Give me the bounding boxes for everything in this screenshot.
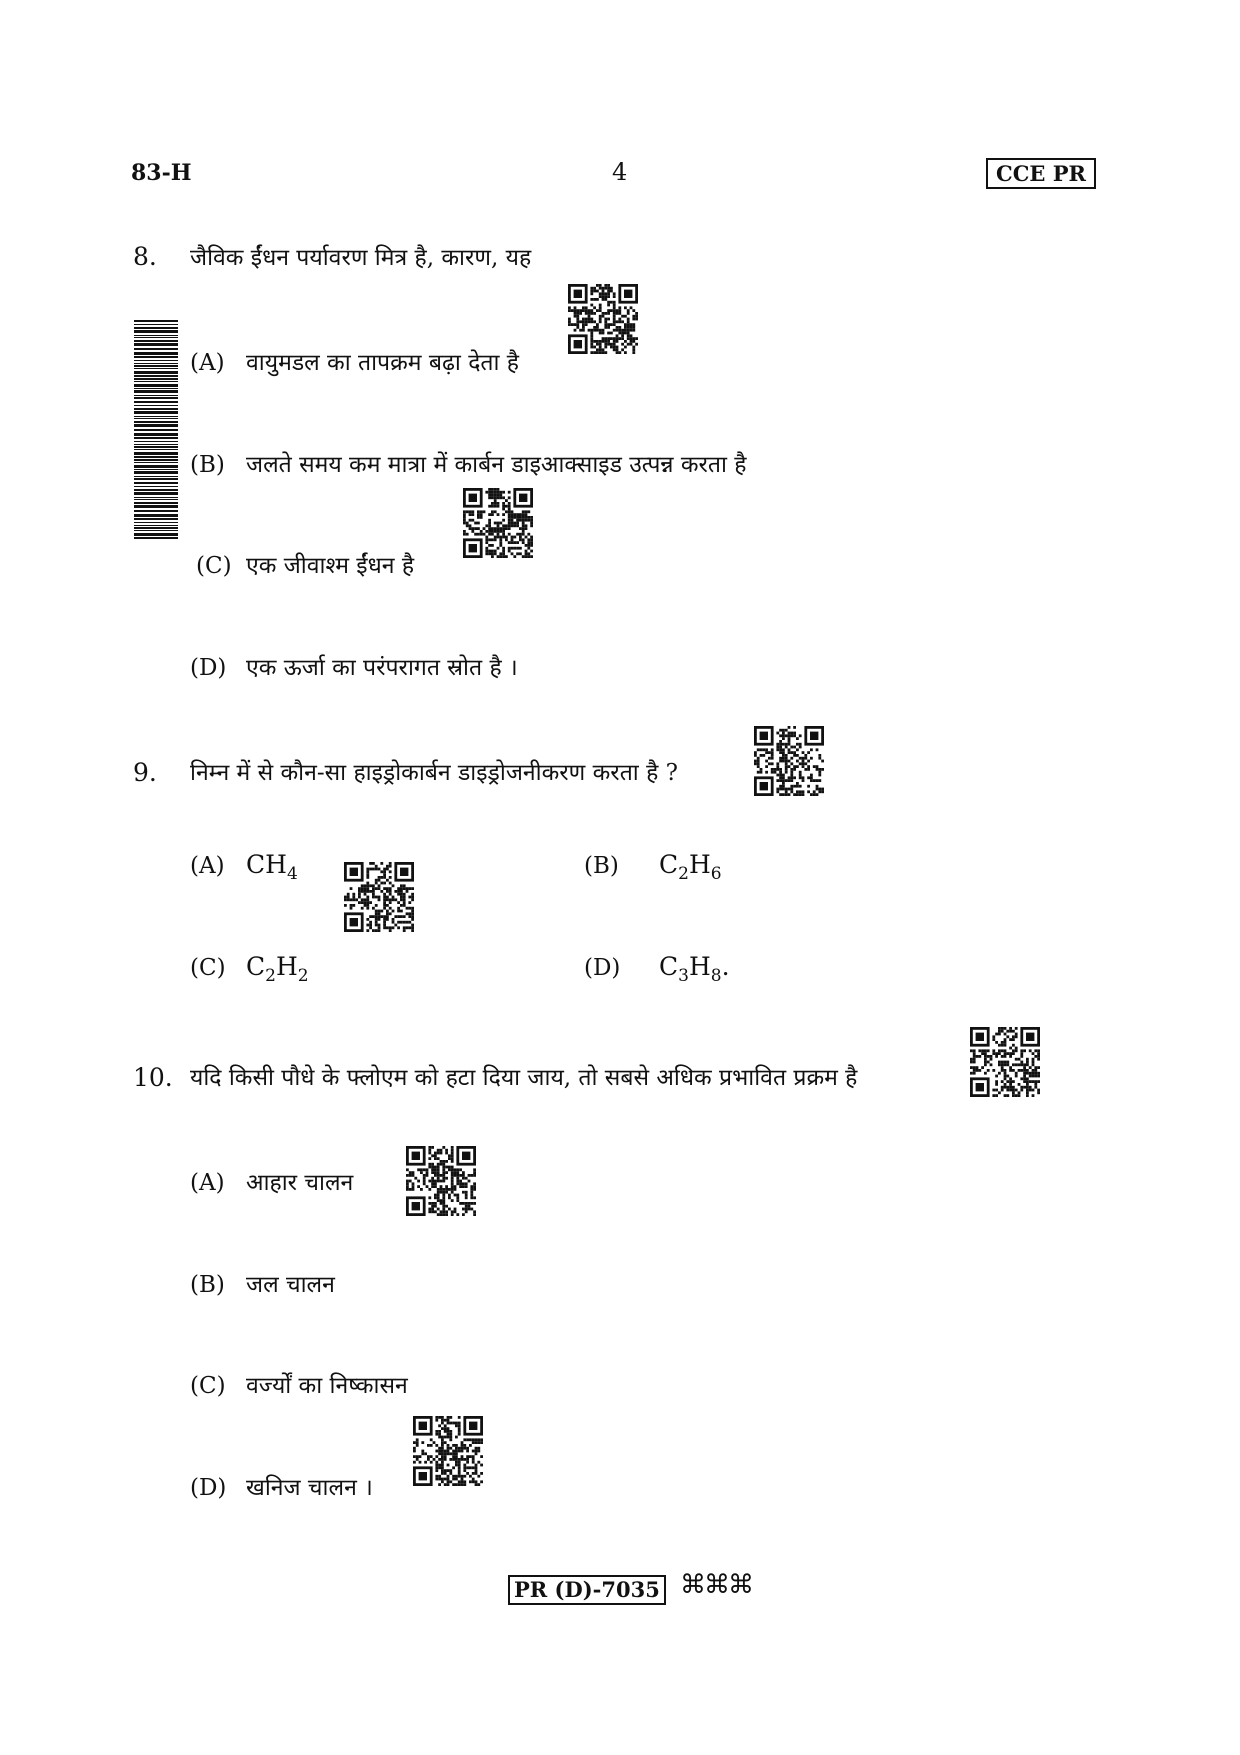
series-box: CCE PR bbox=[986, 158, 1096, 189]
option-label: (A) bbox=[190, 350, 225, 376]
qr-code-image bbox=[970, 1027, 1040, 1097]
question-number: 8. bbox=[133, 242, 157, 271]
chem-formula: $CH_4$ bbox=[246, 850, 298, 884]
option-label: (B) bbox=[190, 452, 225, 478]
question-text: यदि किसी पौधे के फ्लोएम को हटा दिया जाय, तो सबसे अधिक प्रभावित प्रक्रम है bbox=[190, 1065, 858, 1091]
option-row bbox=[190, 650, 518, 682]
option-text: वायुमडल का तापक्रम बढ़ा देता है bbox=[246, 350, 519, 376]
chem-formula: $C_2H_6$ bbox=[659, 850, 722, 884]
option-label: (A) bbox=[190, 1170, 225, 1196]
option-text: जल चालन bbox=[246, 1272, 335, 1298]
qr-code-image bbox=[754, 726, 824, 796]
question-text: निम्न में से कौन-सा हाइड्रोकार्बन डाइड्रोजनीकरण करता है ? bbox=[190, 760, 678, 786]
option-row bbox=[190, 1267, 335, 1299]
qr-code-image bbox=[406, 1146, 476, 1216]
option-row bbox=[190, 1368, 408, 1400]
option-row bbox=[190, 1470, 373, 1502]
qr-code-image bbox=[344, 862, 414, 932]
page-number: 4 bbox=[612, 158, 628, 186]
qr-code-image bbox=[413, 1416, 483, 1486]
question-number: 10. bbox=[133, 1063, 173, 1092]
chem-formula: $C_2H_2$ bbox=[246, 952, 309, 986]
option-label: (C) bbox=[190, 955, 226, 981]
option-label: (B) bbox=[584, 853, 619, 879]
qr-code-image bbox=[568, 284, 638, 354]
option-row bbox=[584, 850, 722, 884]
footer-code-box: PR (D)-7035 bbox=[508, 1575, 666, 1605]
option-label: (D) bbox=[190, 1475, 227, 1501]
option-text: खनिज चालन । bbox=[246, 1475, 373, 1501]
question-text: जैविक ईंधन पर्यावरण मित्र है, कारण, यह bbox=[190, 245, 532, 271]
barcode-image bbox=[134, 320, 178, 540]
option-row bbox=[190, 850, 298, 884]
paper-code: 83-H bbox=[131, 160, 192, 186]
option-text: एक जीवाश्म ईंधन है bbox=[246, 553, 415, 579]
option-text: आहार चालन bbox=[246, 1170, 354, 1196]
option-label: (C) bbox=[190, 1373, 226, 1399]
option-label: (D) bbox=[190, 655, 227, 681]
option-text: वर्ज्यों का निष्कासन bbox=[246, 1373, 408, 1399]
option-label: (A) bbox=[190, 853, 225, 879]
qr-code-image bbox=[463, 488, 533, 558]
chem-formula: $C_3H_8$. bbox=[659, 952, 730, 986]
option-text: जलते समय कम मात्रा में कार्बन डाइआक्साइड उत्पन्न करता है bbox=[246, 452, 747, 478]
option-row bbox=[190, 345, 519, 377]
option-label: (C) bbox=[196, 553, 232, 579]
option-label: (B) bbox=[190, 1272, 225, 1298]
option-text: एक ऊर्जा का परंपरागत स्रोत है । bbox=[246, 655, 518, 681]
option-label: (D) bbox=[584, 955, 621, 981]
question-number: 9. bbox=[133, 758, 157, 787]
footer-ornament: ⌘⌘⌘ bbox=[680, 1570, 752, 1600]
option-row bbox=[190, 1165, 353, 1197]
option-row bbox=[190, 952, 309, 986]
option-row bbox=[190, 447, 746, 479]
option-row bbox=[196, 548, 414, 580]
option-row bbox=[584, 952, 730, 986]
